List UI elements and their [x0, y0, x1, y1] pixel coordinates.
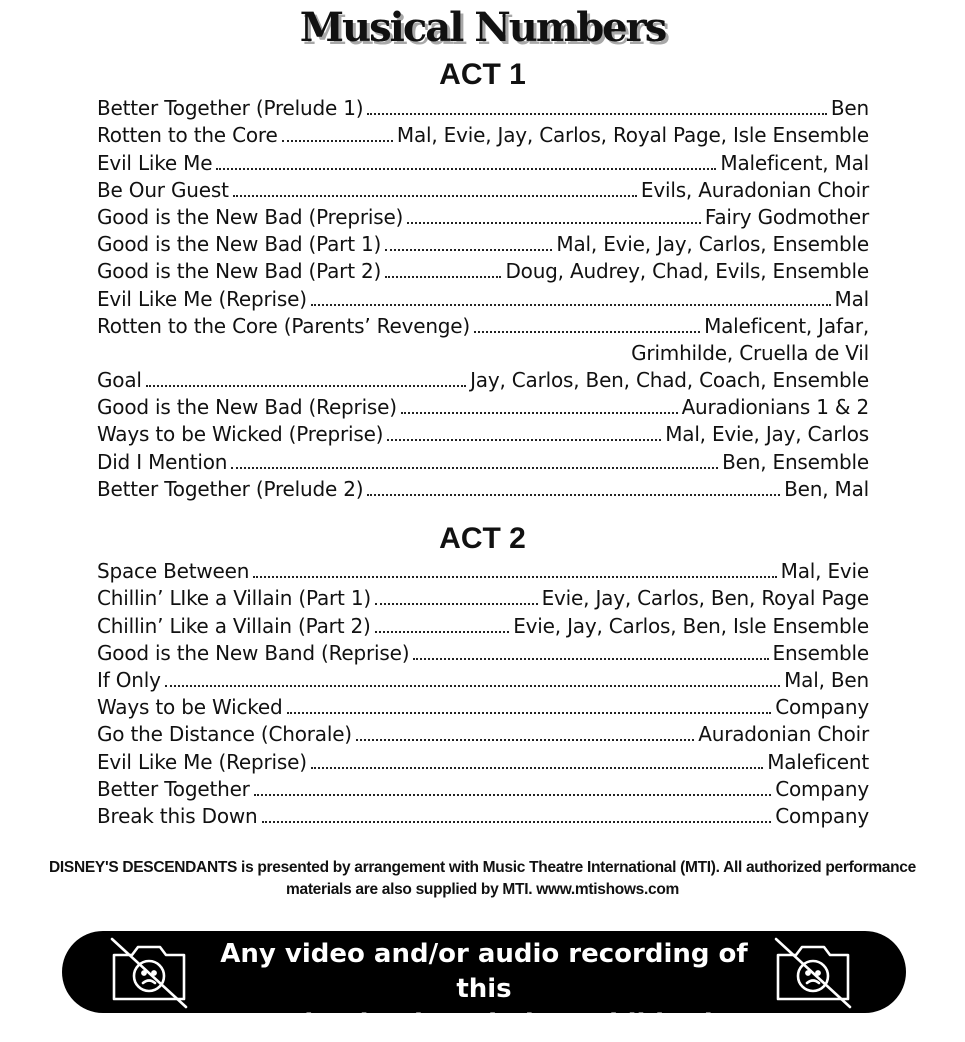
dot-leader — [254, 794, 772, 796]
musical-number-row — [97, 585, 869, 612]
dot-leader — [282, 140, 393, 142]
performers: Company — [775, 776, 869, 801]
musical-number-row — [97, 694, 869, 721]
performers: Mal, Evie, Jay, Carlos, Ensemble — [556, 232, 869, 257]
dot-leader — [311, 767, 763, 769]
dot-leader — [367, 113, 827, 115]
dot-leader — [385, 249, 552, 251]
performers: Mal — [834, 286, 869, 311]
dot-leader — [375, 631, 510, 633]
song-title: Better Together — [97, 776, 250, 801]
song-title: Space Between — [97, 559, 250, 584]
performers: Mal, Ben — [784, 667, 869, 692]
musical-number-row — [97, 612, 869, 639]
dot-leader — [375, 603, 538, 605]
musical-number-row — [97, 448, 869, 475]
musical-number-row — [97, 748, 869, 775]
musical-number-row — [97, 258, 869, 285]
musical-number-row — [97, 476, 869, 503]
banner-line-1: Any video and/or audio recording of this — [220, 939, 748, 1004]
song-title: Evil Like Me (Reprise) — [97, 286, 307, 311]
page-title: Musical Numbers — [299, 4, 666, 51]
performers: Auradonian Choir — [698, 722, 869, 747]
performers: Company — [775, 803, 869, 828]
song-title: Better Together (Prelude 2) — [97, 476, 364, 501]
musical-number-row — [97, 803, 869, 830]
dot-leader — [367, 494, 780, 496]
performers: Maleficent, Mal — [720, 150, 869, 175]
performers-continuation: Grimhilde, Cruella de Vil — [631, 340, 869, 365]
musical-number-row — [97, 204, 869, 231]
licensing-notice-line-1: DISNEY'S DESCENDANTS is presented by arrangement with Music Theatre International (MTI). All authorized performance — [49, 859, 916, 876]
musical-number-row — [97, 667, 869, 694]
performers: Company — [775, 695, 869, 720]
performers: Ben, Mal — [784, 476, 869, 501]
musical-number-row — [97, 421, 869, 448]
musical-number-row — [97, 367, 869, 394]
musical-number-row — [97, 122, 869, 149]
song-title: If Only — [97, 667, 161, 692]
performers: Jay, Carlos, Ben, Chad, Coach, Ensemble — [470, 368, 869, 393]
dot-leader — [385, 276, 501, 278]
dot-leader — [253, 576, 776, 578]
licensing-notice-line-2: materials are also supplied by MTI. www.mtishows.com — [286, 881, 679, 898]
dot-leader — [413, 658, 768, 660]
musical-number-row — [97, 177, 869, 204]
musical-number-row — [97, 721, 869, 748]
act-1-list — [97, 95, 869, 503]
dot-leader — [407, 222, 701, 224]
musical-number-row — [97, 285, 869, 312]
performers: Ensemble — [772, 640, 869, 665]
song-title: Chillin’ LIke a Villain (Part 1) — [97, 586, 371, 611]
performers: Mal, Evie, Jay, Carlos — [665, 422, 869, 447]
performers: Fairy Godmother — [704, 204, 869, 229]
musical-number-row — [97, 394, 869, 421]
song-title: Ways to be Wicked — [97, 695, 283, 720]
song-title: Rotten to the Core — [97, 123, 278, 148]
song-title: Rotten to the Core (Parents’ Revenge) — [97, 313, 471, 338]
song-title: Better Together (Prelude 1) — [97, 96, 364, 121]
song-title: Good is the New Bad (Part 2) — [97, 259, 382, 284]
song-title: Did I Mention — [97, 449, 228, 474]
dot-leader — [165, 685, 780, 687]
song-title: Goal — [97, 368, 142, 393]
musical-number-row — [97, 149, 869, 176]
song-title: Evil Like Me — [97, 150, 213, 175]
song-title: Go the Distance (Chorale) — [97, 722, 352, 747]
no-camera-icon — [106, 933, 192, 1011]
dot-leader — [311, 304, 831, 306]
recording-prohibited-banner — [62, 931, 906, 1039]
song-title: Break this Down — [97, 803, 258, 828]
performers: Ben, Ensemble — [722, 449, 869, 474]
dot-leader — [231, 467, 718, 469]
dot-leader — [387, 439, 661, 441]
dot-leader — [401, 412, 678, 414]
musical-number-row — [97, 231, 869, 258]
performers: Ben — [830, 96, 869, 121]
performers: Auradionians 1 & 2 — [681, 395, 869, 420]
performers: Evils, Auradonian Choir — [640, 177, 869, 202]
song-title: Be Our Guest — [97, 177, 229, 202]
act-2-heading: ACT 2 — [439, 522, 526, 555]
performers: Evie, Jay, Carlos, Ben, Isle Ensemble — [513, 613, 869, 638]
dot-leader — [262, 821, 772, 823]
performers: Maleficent — [767, 749, 869, 774]
song-title: Good is the New Bad (Preprise) — [97, 204, 404, 229]
song-title: Good is the New Band (Reprise) — [97, 640, 410, 665]
dot-leader — [146, 385, 466, 387]
song-title: Good is the New Bad (Part 1) — [97, 232, 382, 257]
song-title: Ways to be Wicked (Preprise) — [97, 422, 384, 447]
musical-number-row — [97, 558, 869, 585]
performers: Evie, Jay, Carlos, Ben, Royal Page — [541, 586, 869, 611]
musical-number-row — [97, 95, 869, 122]
licensing-notice — [20, 857, 945, 901]
song-title: Good is the New Bad (Reprise) — [97, 395, 397, 420]
dot-leader — [474, 331, 700, 333]
act-2-list — [97, 558, 869, 830]
musical-number-row — [97, 640, 869, 667]
dot-leader — [216, 168, 716, 170]
song-title: Chillin’ Like a Villain (Part 2) — [97, 613, 371, 638]
performers: Mal, Evie, Jay, Carlos, Royal Page, Isle Ensemble — [396, 123, 869, 148]
performers: Maleficent, Jafar, — [704, 313, 869, 338]
song-title: Evil Like Me (Reprise) — [97, 749, 307, 774]
no-camera-icon — [770, 933, 856, 1011]
musical-number-row — [97, 313, 869, 340]
musical-number-row — [97, 776, 869, 803]
banner-line-2: production is strictly prohibited. — [245, 1009, 723, 1039]
dot-leader — [233, 195, 637, 197]
performers: Mal, Evie — [780, 559, 869, 584]
dot-leader — [356, 739, 694, 741]
act-1-heading: ACT 1 — [439, 58, 526, 91]
dot-leader — [287, 712, 772, 714]
performers: Doug, Audrey, Chad, Evils, Ensemble — [505, 259, 869, 284]
